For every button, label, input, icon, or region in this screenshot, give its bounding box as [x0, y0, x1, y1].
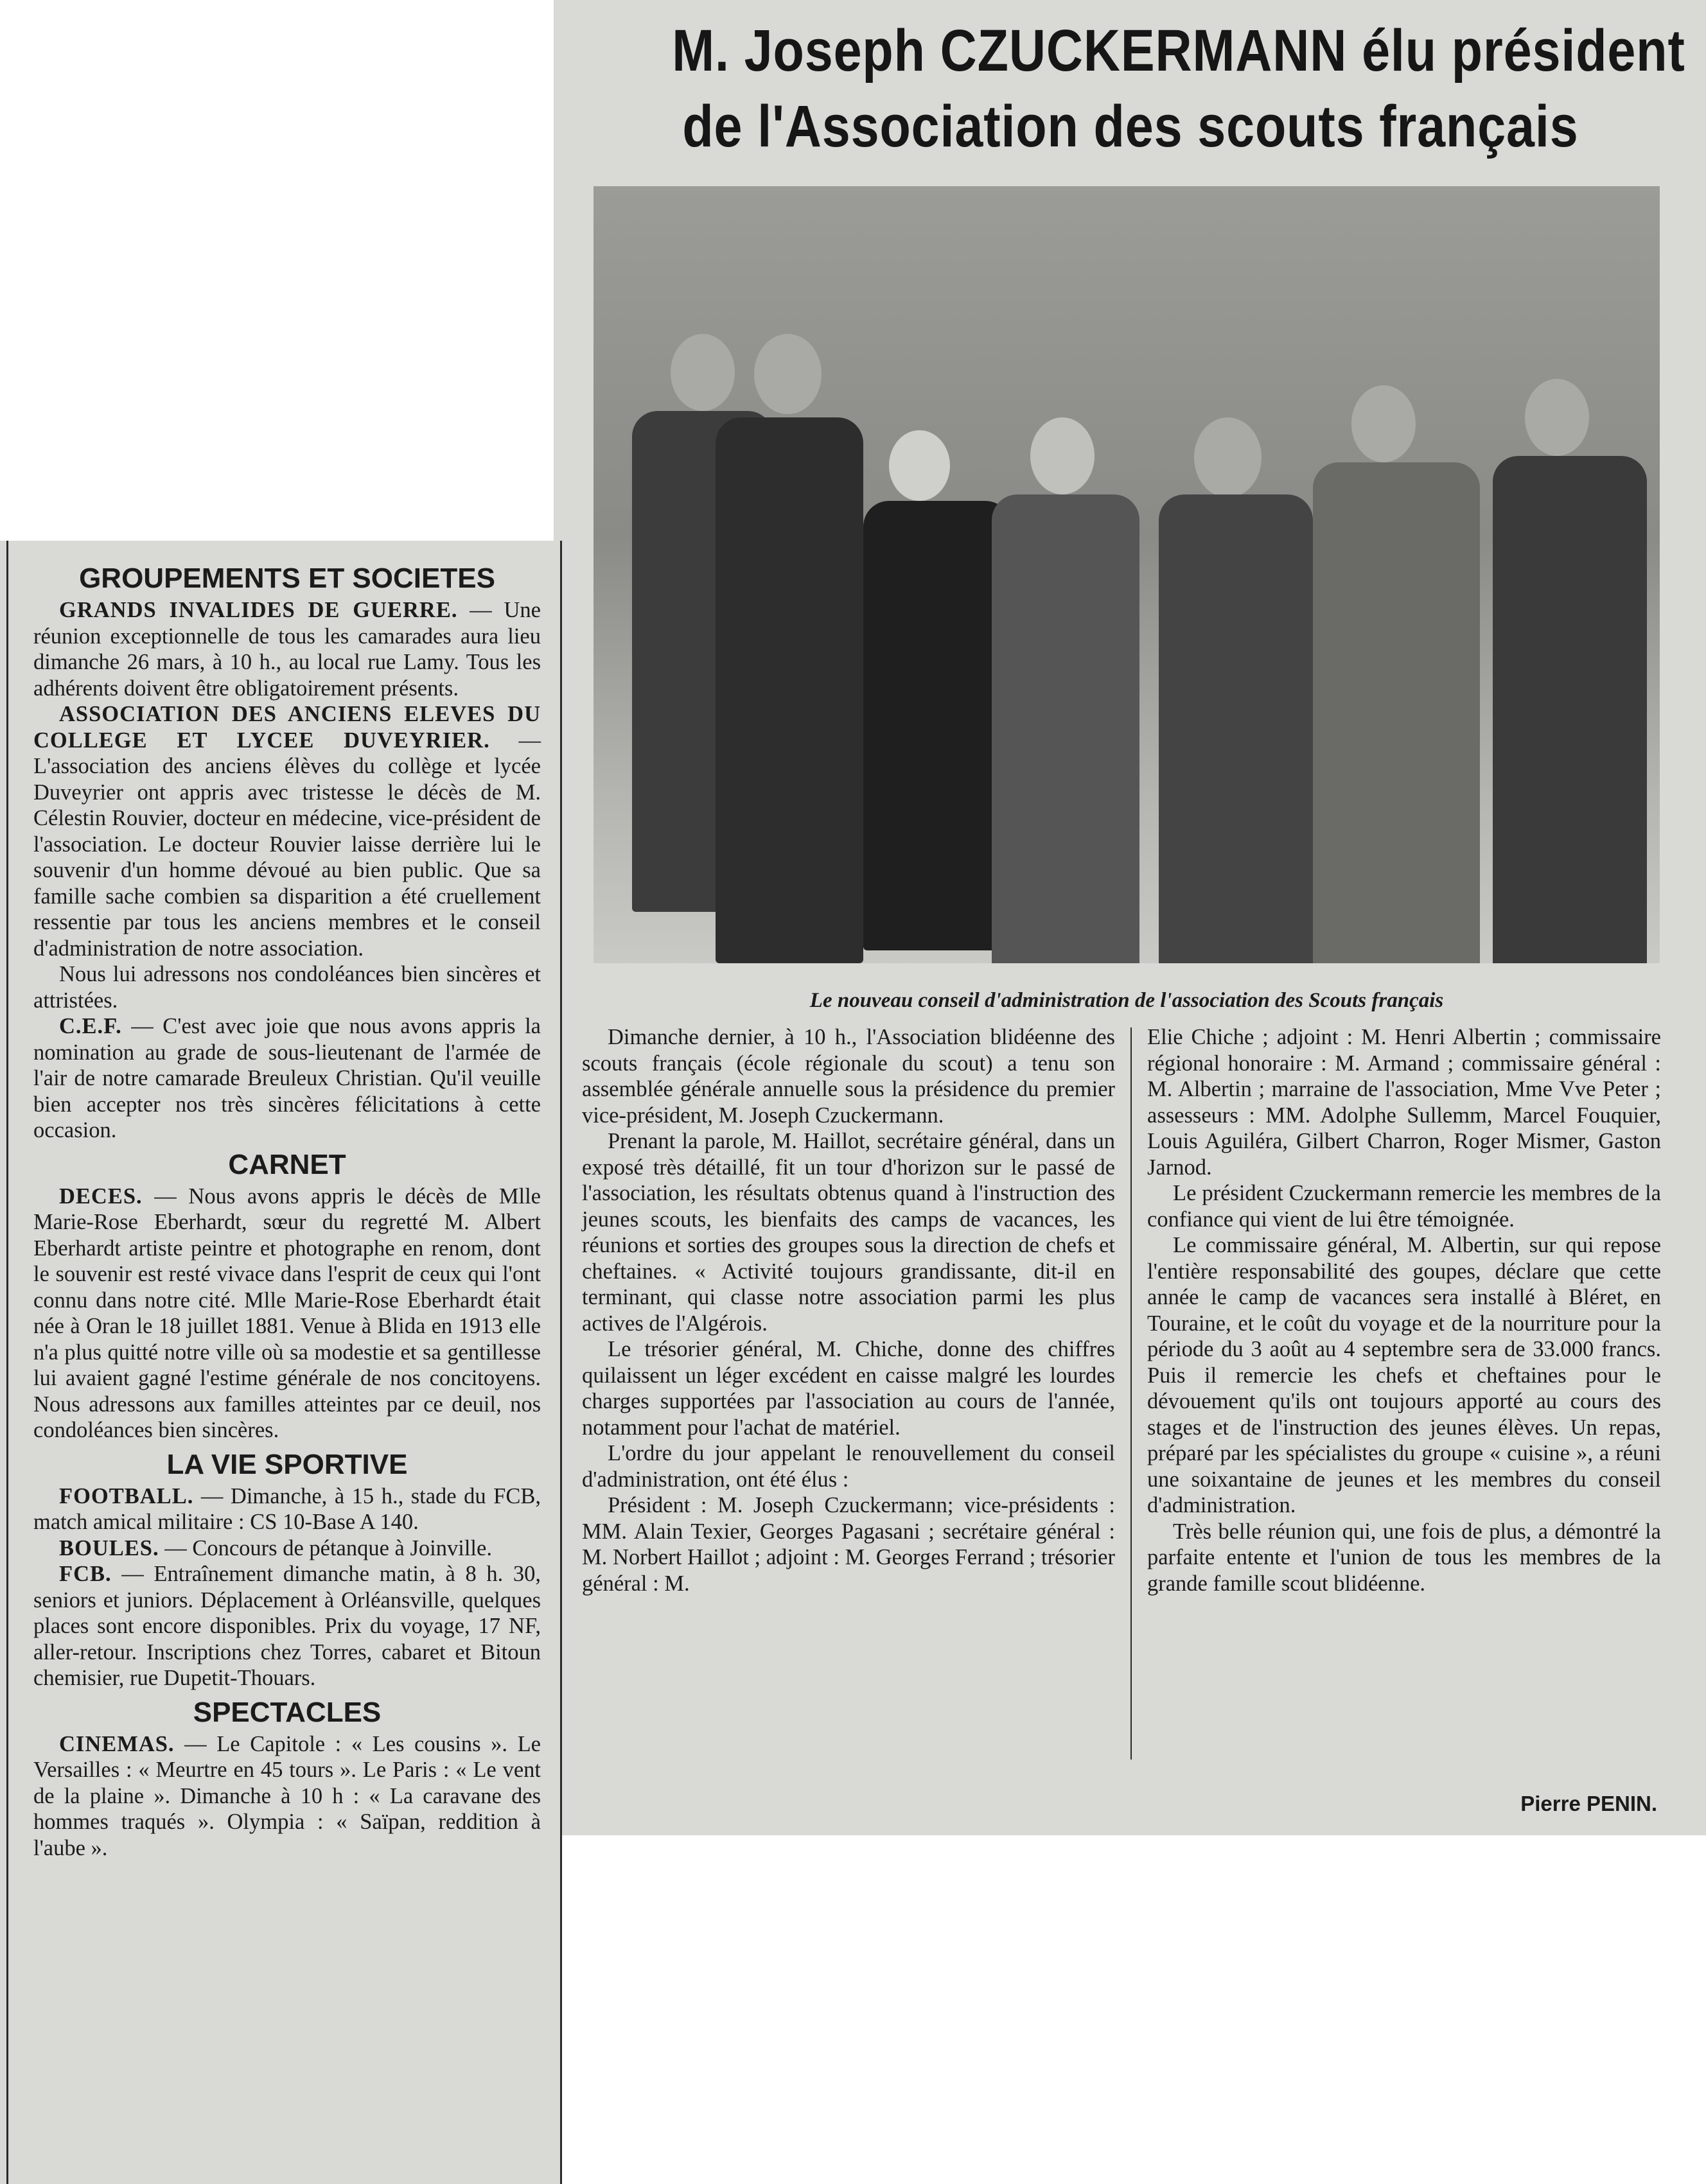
paragraph: Le commissaire général, M. Albertin, sur qui repose l'entière responsabilité des goupes, déclare que cette année le camp de vacances sera installé à Bléret, en Touraine, et le coût du voyage et de la nourriture pour la période du 3 août au 4 septembre sera de 33.000 francs. Puis il remercie les chefs et cheftaines pour le dévouement qu'ils ont toujours apporté au cours des stages et de l'instruction des jeunes élèves. Un repas, préparé par les spécialistes du groupe « cuisine », a réuni une soixantaine de jeunes et les membres du conseil d'administration. — [1147, 1233, 1661, 1517]
item-text: — Dimanche, à 15 h., stade du FCB, match amical militaire : CS 10-Base A 140. — [33, 1483, 541, 1534]
paragraph: L'ordre du jour appelant le renouvellement du conseil d'administration, ont été élus : — [582, 1441, 1115, 1492]
group-photo — [594, 186, 1660, 963]
item-text: Nous lui adressons nos condoléances bien sincères et attristées. — [33, 962, 541, 1013]
item-text: — Entraînement dimanche matin, à 8 h. 30, seniors et juniors. Déplacement à Orléansville, quelques places sont encore disponibles. Prix du voyage, 17 NF, aller-retour. Inscriptions chez Torres, cabaret et Bitoun chemisier, rue Dupetit-Thouars. — [33, 1562, 541, 1690]
section-title: LA VIE SPORTIVE — [166, 1448, 408, 1480]
paragraph: Elie Chiche ; adjoint : M. Henri Albertin ; commissaire régional honoraire : M. Armand ; commissaire général : M. Albertin ; marraine de l'association, Mme Vve Peter ; assesseurs : MM. Adolphe Sullemm, Marcel Fouquier, Louis Aguiléra, Gilbert Charron, Roger Mismer, Gaston Jarnod. — [1147, 1025, 1661, 1180]
photo-caption: Le nouveau conseil d'administration de l'association des Scouts français — [809, 989, 1444, 1012]
column-rule — [1130, 1027, 1132, 1760]
section-title: CARNET — [228, 1148, 346, 1180]
paragraph: Président : M. Joseph Czuckermann; vice-présidents : MM. Alain Texier, Georges Pagasani ; secrétaire général : M. Norbert Haillot ; adjoint : M. Georges Ferrand ; trésorier général : M. — [582, 1493, 1115, 1596]
paragraph: Prenant la parole, M. Haillot, secrétaire général, dans un exposé très détaillé, fit un tour d'horizon sur le passé de l'association, les résultats obtenus quand à l'instruction des jeunes scouts, les bienfaits des camps de vacances, les réunions et sorties des groupes sous la direction de chefs et cheftaines. « Activité toujours grandissante, dit-il en terminant, qui classe notre association parmi les plus actives de l'Algérois. — [582, 1129, 1115, 1336]
article-column — [582, 1024, 1115, 1596]
article-column — [1147, 1024, 1661, 1596]
headline — [672, 13, 1685, 164]
local-news-column — [33, 557, 541, 1861]
item-heading: ASSOCIATION DES ANCIENS ELEVES DU COLLEGE ET LYCEE DUVEYRIER. — [33, 702, 541, 753]
item-text: — Concours de pétanque à Joinville. — [159, 1535, 492, 1560]
section-title: GROUPEMENTS ET SOCIETES — [79, 563, 495, 594]
item-heading: FOOTBALL. — [59, 1483, 194, 1508]
item-heading: BOULES. — [59, 1535, 159, 1560]
item-text: — Une réunion exceptionnelle de tous les camarades aura lieu dimanche 26 mars, à 10 h., au local rue Lamy. Tous les adhérents doivent être obligatoirement présents. — [33, 598, 541, 701]
item-heading: FCB. — [59, 1562, 112, 1586]
headline-line: de l'Association des scouts français — [682, 94, 1579, 159]
item-heading: GRANDS INVALIDES DE GUERRE. — [59, 598, 458, 622]
byline: Pierre PENIN. — [1520, 1792, 1657, 1815]
column-rule — [560, 541, 562, 2184]
paragraph: Le trésorier général, M. Chiche, donne des chiffres quilaissent un léger excédent en caisse malgré les lourdes charges supportées par l'association au cours de l'année, notamment pour l'achat de matériel. — [582, 1337, 1115, 1440]
item-text: — C'est avec joie que nous avons appris la nomination au grade de sous-lieutenant de l'armée de l'air de notre camarade Breuleux Christian. Qu'il veuille bien accepter nos très sincères félicitations à cette occasion. — [33, 1014, 541, 1142]
left-border-rule — [6, 541, 8, 2184]
item-text: — L'association des anciens élèves du collège et lycée Duveyrier ont appris avec tristesse le décès de M. Célestin Rouvier, docteur en médecine, vice-président de l'association. Le docteur Rouvier laisse derrière lui le souvenir d'un homme dévoué au bien public. Que sa famille sache combien sa disparition a été cruellement ressentie par tous les anciens membres et le conseil d'administration de notre association. — [33, 728, 541, 961]
item-heading: C.E.F. — [59, 1014, 122, 1038]
item-heading: DECES. — [59, 1184, 143, 1209]
paragraph: Le président Czuckermann remercie les membres de la confiance qui vient de lui être témoignée. — [1147, 1181, 1661, 1232]
headline-line: M. Joseph CZUCKERMANN élu président — [672, 18, 1685, 83]
item-text: — Nous avons appris le décès de Mlle Marie-Rose Eberhardt, sœur du regretté M. Albert Eberhardt artiste peintre et photographe en renom, dont le souvenir est resté vivace dans l'esprit de ceux qui l'ont connu dans notre cité. Mlle Marie-Rose Eberhardt était née à Oran le 18 juillet 1881. Venue à Blida en 1913 elle n'a plus quitté notre ville où sa modestie et sa gentillesse lui avaient gagné l'estime générale de nos concitoyens. Nous adressons aux familles atteintes par ce deuil, nos condoléances bien sincères. — [33, 1184, 541, 1442]
paragraph: Très belle réunion qui, une fois de plus, a démontré la parfaite entente et l'union de tous les membres de la grande famille scout blidéenne. — [1147, 1519, 1661, 1596]
paragraph: Dimanche dernier, à 10 h., l'Association blidéenne des scouts français (école régionale du scout) a tenu son assemblée générale annuelle sous la présidence du premier vice-président, M. Joseph Czuckermann. — [582, 1025, 1115, 1128]
item-text: — Le Capitole : « Les cousins ». Le Versailles : « Meurtre en 45 tours ». Le Paris : « Le vent de la plaine ». Dimanche à 10 h : « La caravane des hommes traqués ». Olympia : « Saïpan, reddition à l'aube ». — [33, 1731, 541, 1860]
item-heading: CINEMAS. — [59, 1731, 175, 1756]
section-title: SPECTACLES — [193, 1696, 382, 1728]
